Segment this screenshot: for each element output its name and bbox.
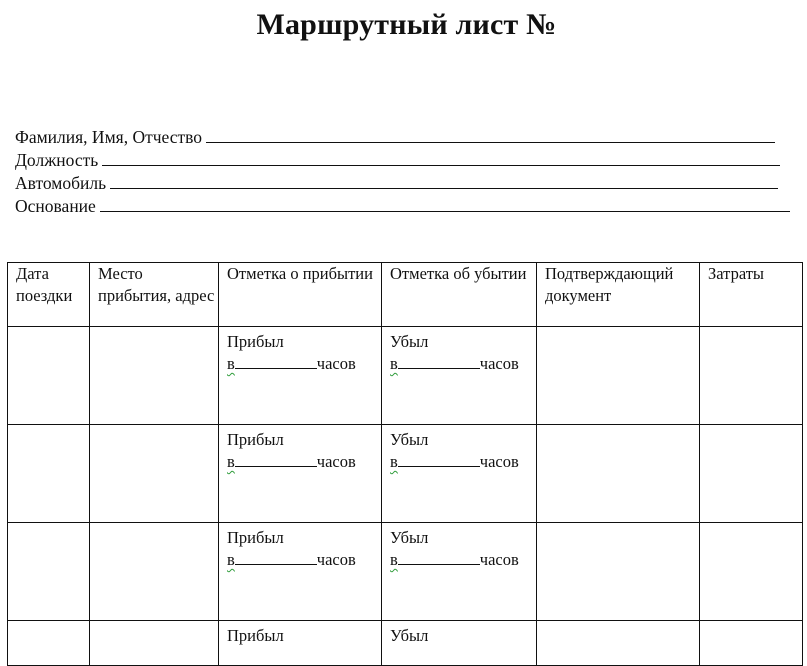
departure-time-line[interactable] [398, 466, 480, 467]
arrival-time [227, 549, 381, 571]
table-row [8, 425, 803, 523]
arrival-word: Прибыл [227, 528, 284, 547]
cell-arrival-mark[interactable] [219, 327, 382, 425]
departure-time-line[interactable] [398, 368, 480, 369]
field-basis-line[interactable] [100, 211, 790, 212]
field-position-line[interactable] [102, 165, 780, 166]
document-title: Маршрутный лист № [256, 8, 557, 41]
departure-prefix: в [390, 452, 398, 471]
arrival-time [227, 353, 381, 375]
cell-expenses[interactable] [700, 621, 803, 666]
arrival-time-line[interactable] [235, 564, 317, 565]
field-car-label: Автомобиль [15, 173, 107, 193]
arrival-prefix: в [227, 550, 235, 569]
cell-arrival-place[interactable] [90, 523, 219, 621]
departure-word: Убыл [390, 332, 429, 351]
arrival-time-line[interactable] [235, 368, 317, 369]
cell-supporting-document[interactable] [537, 327, 700, 425]
arrival-time [227, 451, 381, 473]
cell-departure-mark[interactable] [382, 523, 537, 621]
cell-trip-date[interactable] [8, 425, 90, 523]
cell-trip-date[interactable] [8, 327, 90, 425]
arrival-prefix: в [227, 452, 235, 471]
header-supporting-document: Подтверждающий документ [537, 263, 700, 327]
departure-word: Убыл [390, 430, 429, 449]
cell-arrival-place[interactable] [90, 425, 219, 523]
header-fields [15, 124, 800, 216]
departure-prefix: в [390, 550, 398, 569]
field-basis [15, 193, 800, 216]
departure-word: Убыл [390, 528, 429, 547]
cell-expenses[interactable] [700, 425, 803, 523]
departure-suffix: часов [479, 354, 519, 373]
header-departure-mark: Отметка об убытии [382, 263, 537, 327]
cell-trip-date[interactable] [8, 621, 90, 666]
departure-time [390, 353, 536, 375]
cell-expenses[interactable] [700, 327, 803, 425]
departure-word: Убыл [390, 626, 429, 645]
departure-time-line[interactable] [398, 564, 480, 565]
table-row [8, 327, 803, 425]
cell-supporting-document[interactable] [537, 523, 700, 621]
cell-expenses[interactable] [700, 523, 803, 621]
cell-arrival-mark[interactable] [219, 425, 382, 523]
field-full-name-line[interactable] [206, 142, 775, 143]
header-arrival-place: Место прибытия, адрес [90, 263, 219, 327]
cell-supporting-document[interactable] [537, 425, 700, 523]
field-car-line[interactable] [110, 188, 778, 189]
arrival-suffix: часов [316, 550, 356, 569]
arrival-prefix: в [227, 354, 235, 373]
arrival-time-line[interactable] [235, 466, 317, 467]
arrival-word: Прибыл [227, 332, 284, 351]
field-full-name [15, 124, 800, 147]
header-expenses: Затраты [700, 263, 803, 327]
cell-departure-mark[interactable] [382, 327, 537, 425]
field-car [15, 170, 800, 193]
departure-time [390, 549, 536, 571]
cell-arrival-mark[interactable] [219, 621, 382, 666]
arrival-word: Прибыл [227, 626, 284, 645]
header-arrival-mark: Отметка о прибытии [219, 263, 382, 327]
table-header-row [8, 263, 803, 327]
arrival-suffix: часов [316, 452, 356, 471]
field-position-label: Должность [15, 150, 99, 170]
departure-time [390, 451, 536, 473]
cell-departure-mark[interactable] [382, 425, 537, 523]
field-basis-label: Основание [15, 196, 96, 216]
cell-arrival-place[interactable] [90, 621, 219, 666]
arrival-word: Прибыл [227, 430, 284, 449]
departure-suffix: часов [479, 452, 519, 471]
arrival-suffix: часов [316, 354, 356, 373]
departure-suffix: часов [479, 550, 519, 569]
departure-prefix: в [390, 354, 398, 373]
field-full-name-label: Фамилия, Имя, Отчество [15, 127, 203, 147]
field-position [15, 147, 800, 170]
cell-arrival-mark[interactable] [219, 523, 382, 621]
header-trip-date: Дата поездки [8, 263, 90, 327]
table-row [8, 523, 803, 621]
cell-supporting-document[interactable] [537, 621, 700, 666]
cell-arrival-place[interactable] [90, 327, 219, 425]
table-row [8, 621, 803, 666]
cell-trip-date[interactable] [8, 523, 90, 621]
cell-departure-mark[interactable] [382, 621, 537, 666]
route-table [7, 262, 803, 666]
